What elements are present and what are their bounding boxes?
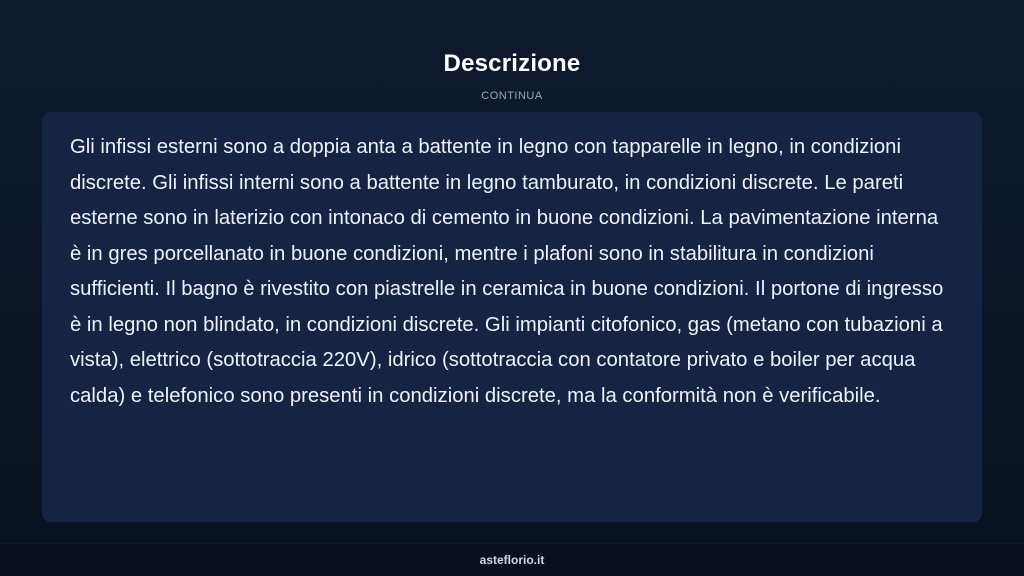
description-panel bbox=[42, 112, 982, 522]
description-text: Gli infissi esterni sono a doppia anta a battente in legno con tapparelle in legno, in condizioni discrete. Gli infissi interni sono a battente in legno tamburato, in condizioni discrete. Le pareti esterne sono in laterizio con intonaco di cemento in buone condizioni. La pavimentazione interna è in gres porcellanato in buone condizioni, mentre i plafoni sono in stabilitura in condizioni sufficienti. Il bagno è rivestito con piastrelle in ceramica in buone condizioni. Il portone di ingresso è in legno non blindato, in condizioni discrete. Gli impianti citofonico, gas (metano con tubazioni a vista), elettrico (sottotraccia 220V), idrico (sottotraccia con contatore privato e boiler per acqua calda) e telefonico sono presenti in condizioni discrete, ma la conformità non è verificabile. bbox=[70, 136, 944, 407]
page-subtitle: CONTINUA bbox=[481, 90, 543, 102]
page-title: Descrizione bbox=[443, 50, 581, 77]
site-link[interactable]: asteflorio.it bbox=[479, 553, 545, 567]
footer-bar bbox=[0, 543, 1024, 576]
